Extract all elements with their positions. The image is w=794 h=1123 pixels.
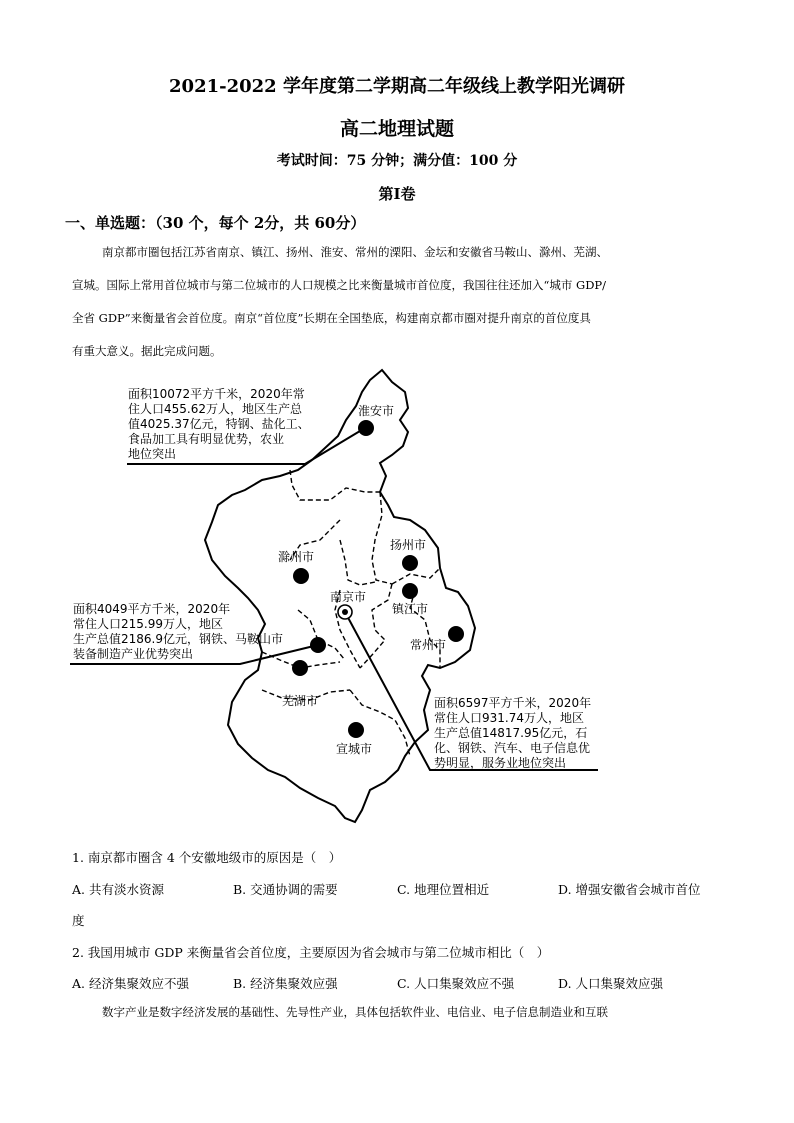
volume-heading: 第Ⅰ卷 <box>378 185 416 203</box>
city-label-zhenjiang: 镇江市 <box>392 602 429 616</box>
huaian-annotation <box>128 387 310 462</box>
city-label-huaian: 淮安市 <box>358 404 395 418</box>
question-1-stem: 1. 南京都市圈含 4 个安徽地级市的原因是（ ） <box>72 850 342 865</box>
annotation-line: 生产总值14817.95亿元，石 <box>434 726 588 740</box>
question-2-option-c[interactable]: C. 人口集聚效应不强 <box>397 976 515 991</box>
city-markers <box>292 420 464 738</box>
section-heading: 一、单选题：（30 个，每个 2分，共 60分） <box>65 214 366 232</box>
city-label-yangzhou: 扬州市 <box>390 538 427 552</box>
annotation-line: 地位突出 <box>128 447 177 461</box>
annotation-line: 装备制造产业优势突出 <box>73 647 194 661</box>
passage-1-line: 南京都市圈包括江苏省南京、镇江、扬州、淮安、常州的溧阳、金坛和安徽省马鞍山、滁州、芜湖、 <box>102 245 608 259</box>
question-1-option-b[interactable]: B. 交通协调的需要 <box>233 882 338 897</box>
passage-1-line: 全省 GDP”来衡量省会首位度。南京“首位度”长期在全国垫底，构建南京都市圈对提升南京的首位度具 <box>72 311 591 325</box>
question-1-option-c[interactable]: C. 地理位置相近 <box>397 882 490 897</box>
annotation-line: 化、钢铁、汽车、电子信息优 <box>434 741 591 755</box>
annotation-line: 面积6597平方千米，2020年 <box>434 696 592 710</box>
annotation-line: 值4025.37亿元，特钢、盐化工、 <box>128 417 310 431</box>
exam-info: 考试时间：75 分钟；满分值：100 分 <box>276 153 518 169</box>
sub-title: 高二地理试题 <box>339 118 454 140</box>
question-2-stem: 2. 我国用城市 GDP 来衡量省会首位度，主要原因为省会城市与第二位城市相比（ ） <box>72 945 550 960</box>
huaian-marker <box>358 420 374 436</box>
xuancheng-marker <box>348 722 364 738</box>
wuhu-marker <box>292 660 308 676</box>
annotation-line: 常住人口931.74万人，地区 <box>434 711 584 725</box>
maanshan-annotation <box>73 602 283 662</box>
annotation-line: 常住人口215.99万人，地区 <box>73 617 223 631</box>
question-2-option-d[interactable]: D. 人口集聚效应强 <box>558 976 664 991</box>
annotation-line: 势明显，服务业地位突出 <box>434 756 567 770</box>
chuzhou-marker <box>293 568 309 584</box>
nanjing-metro-map <box>60 362 660 842</box>
passage-2 <box>72 996 722 1029</box>
nanjing-marker-inner <box>342 609 348 615</box>
maanshan-marker <box>310 637 326 653</box>
city-label-nanjing: 南京市 <box>330 590 367 604</box>
annotation-line: 面积4049平方千米，2020年 <box>73 602 231 616</box>
passage-1-line: 有重大意义。据此完成问题。 <box>72 344 222 358</box>
city-label-changzhou: 常州市 <box>410 638 447 652</box>
zhenjiang-marker <box>402 583 418 599</box>
city-label-wuhu: 芜湖市 <box>282 694 319 708</box>
city-label-xuancheng: 宣城市 <box>336 742 373 756</box>
passage-1 <box>72 236 722 368</box>
annotation-line: 面积10072平方千米，2020年常 <box>128 387 305 401</box>
changzhou-marker <box>448 626 464 642</box>
question-1-option-d-continuation: 度 <box>72 913 85 928</box>
city-label-chuzhou: 滁州市 <box>278 550 315 564</box>
annotation-line: 生产总值2186.9亿元，钢铁、马鞍山市 <box>73 632 283 646</box>
nanjing-annotation <box>434 696 591 771</box>
annotation-line: 食品加工具有明显优势，农业 <box>128 432 285 446</box>
passage-2-line: 数字产业是数字经济发展的基础性、先导性产业，具体包括软件业、电信业、电子信息制造业和互联 <box>102 1005 608 1019</box>
question-1-option-a[interactable]: A. 共有淡水资源 <box>72 882 164 897</box>
passage-1-line: 宣城。国际上常用首位城市与第二位城市的人口规模之比来衡量城市首位度，我国往往还加入“城市 GDP/ <box>72 278 607 292</box>
question-1-option-d[interactable]: D. 增强安徽省会城市首位 <box>558 882 701 897</box>
annotation-line: 住人口455.62万人，地区生产总 <box>128 402 302 416</box>
question-2-option-a[interactable]: A. 经济集聚效应不强 <box>72 976 189 991</box>
main-title: 2021-2022 学年度第二学期高二年级线上教学阳光调研 <box>169 76 625 97</box>
yangzhou-marker <box>402 555 418 571</box>
question-2-option-b[interactable]: B. 经济集聚效应强 <box>233 976 338 991</box>
